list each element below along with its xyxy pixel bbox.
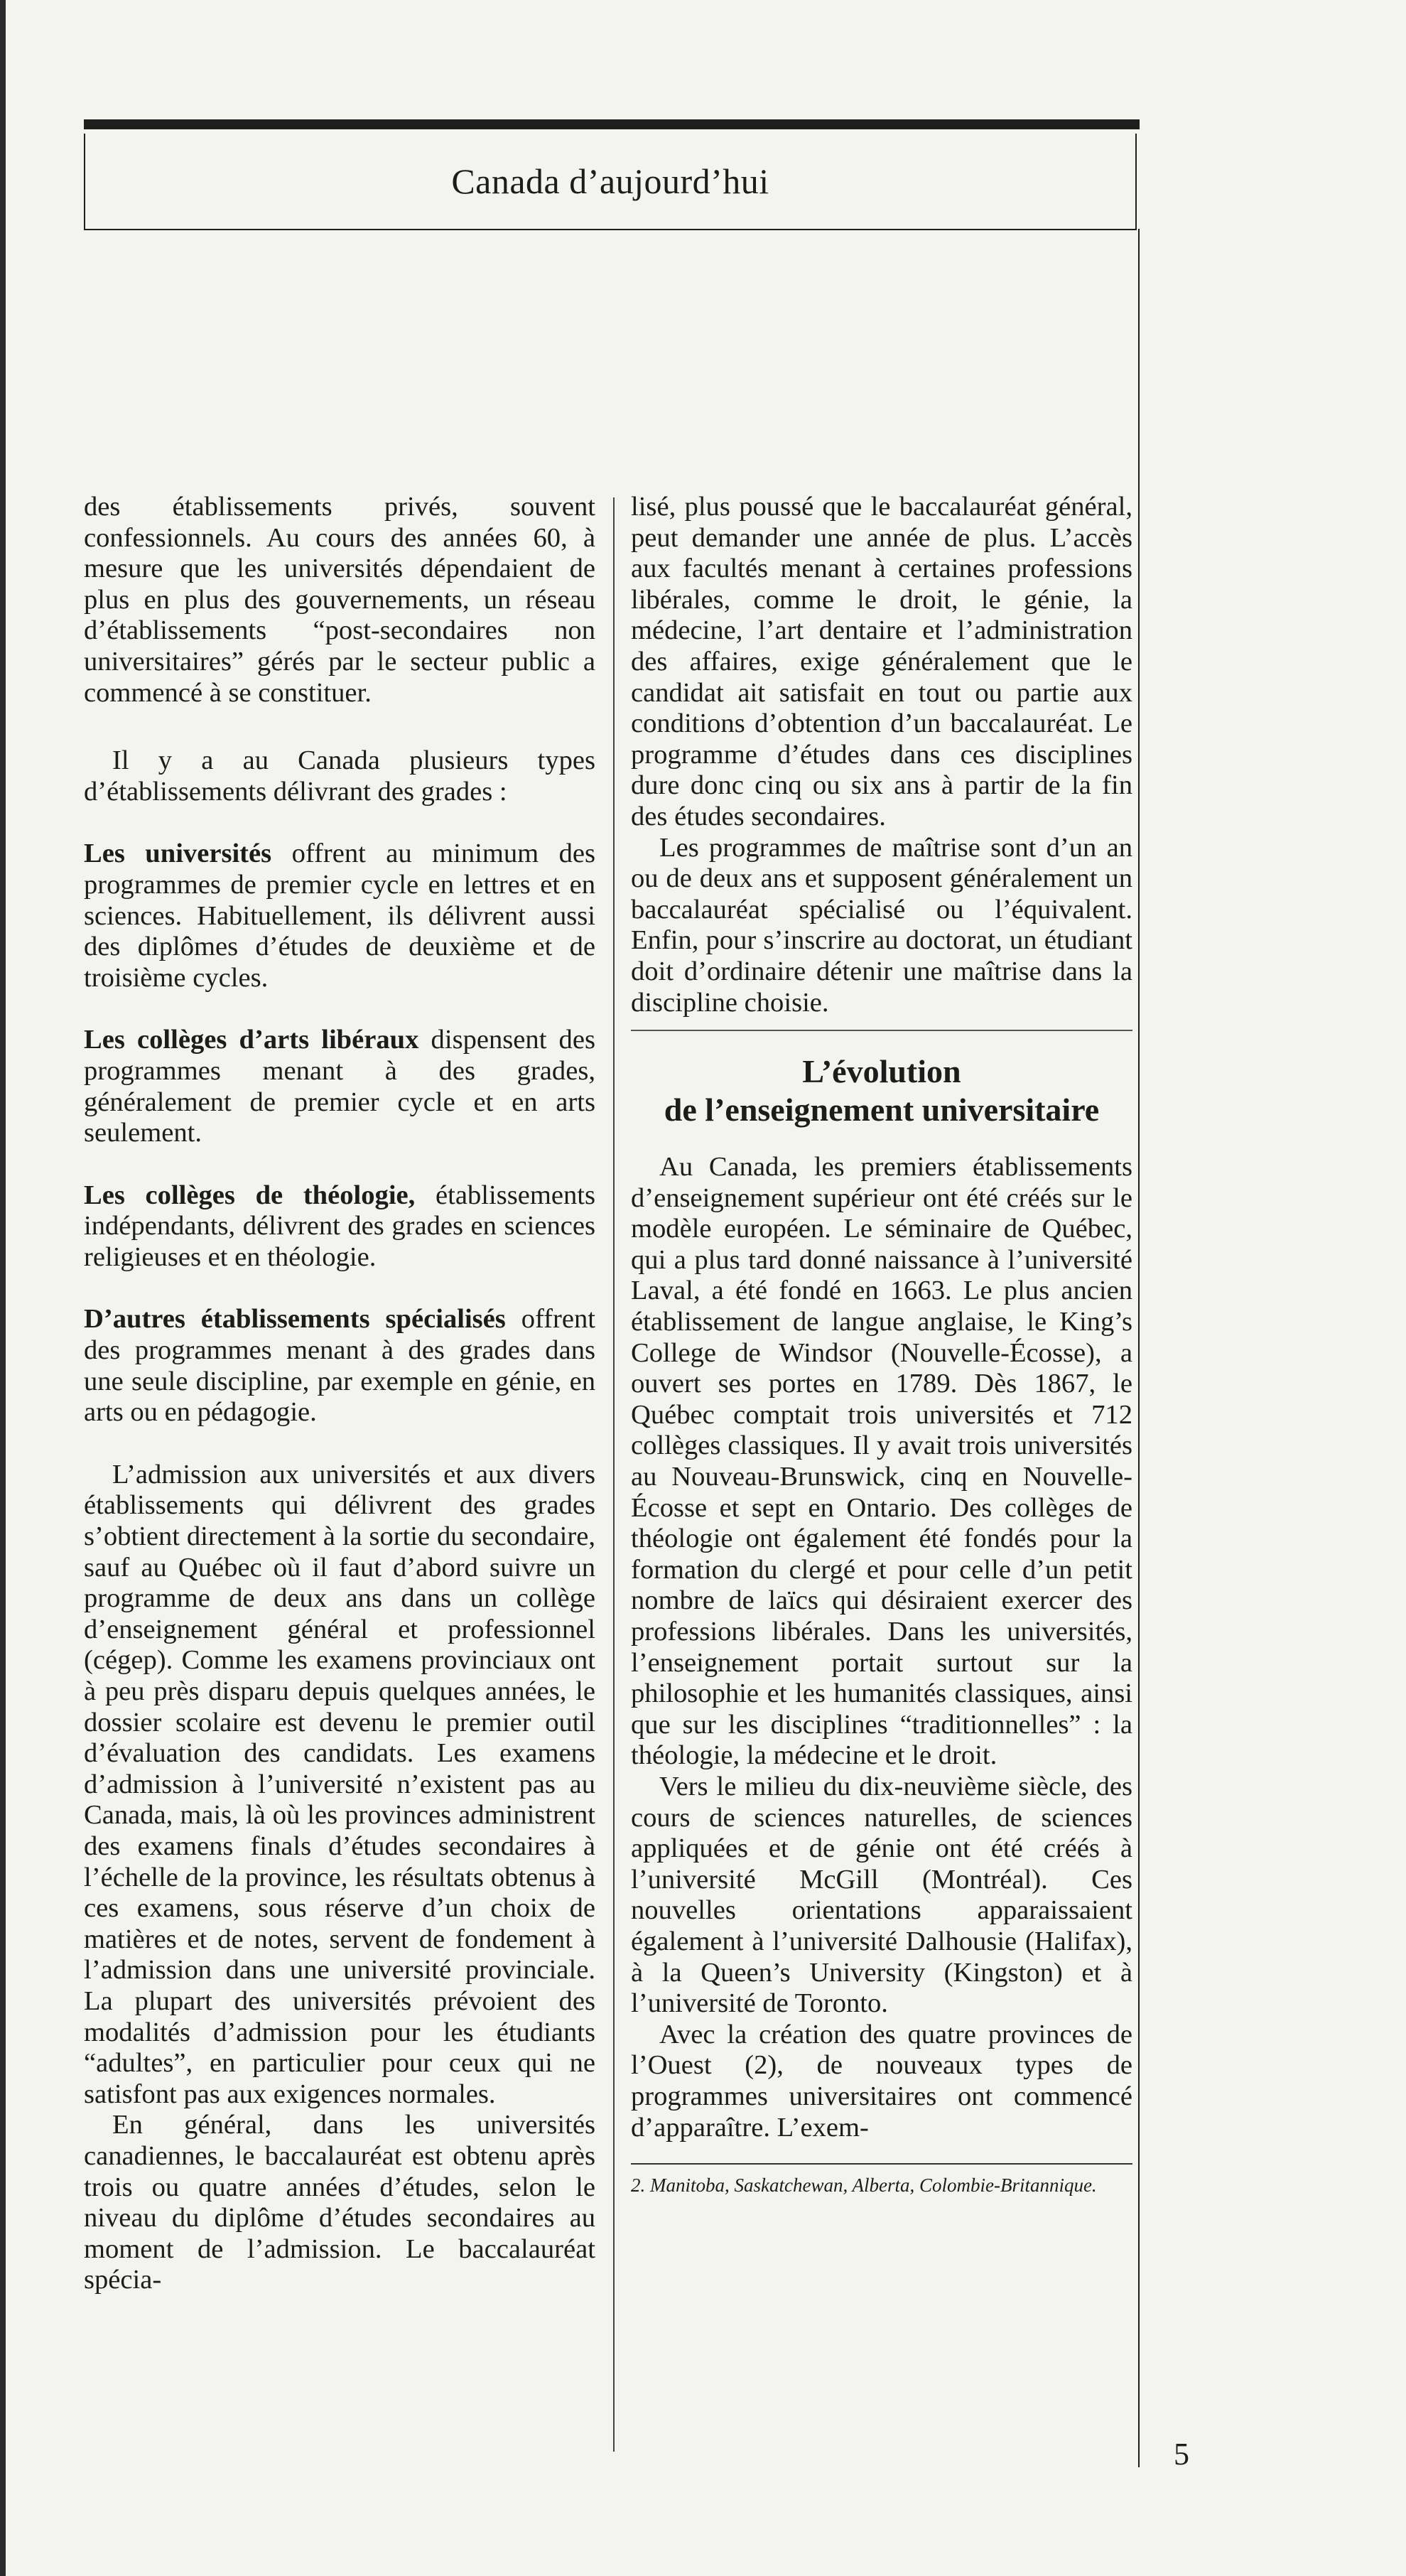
term-universites: Les universités [84, 839, 272, 869]
section-heading-line: L’évolution [802, 1053, 961, 1090]
term-colleges-theologie: Les collèges de théologie, [84, 1180, 416, 1210]
definition-universites [84, 839, 595, 993]
header-top-rule [84, 119, 1140, 129]
paragraph: Les programmes de maîtrise sont d’un an ou de deux ans et supposent généralement un baccalauréat spécialisé ou l’équivalent. Enfin, pour s’inscrire au doctorat, un étudiant doit d’ordinaire détenir une maîtrise dans la discipline choisie. [631, 832, 1132, 1018]
right-column [631, 492, 1132, 2197]
binding-edge [0, 0, 6, 2576]
definition-colleges-arts [84, 1025, 595, 1148]
section-heading-line: de l’enseignement universitaire [664, 1092, 1100, 1128]
definition-colleges-theologie [84, 1180, 595, 1273]
paragraph: L’admission aux universités et aux divers établissements qui délivrent des grades s’obtient directement à la sortie du secondaire, sauf au Québec où il faut d’abord suivre un programme de deux ans dans un collège d’enseignement général et professionnel (cégep). Comme les examens provinciaux ont à peu près disparu depuis quelques années, le dossier scolaire est devenu le premier outil d’évaluation des candidats. Les examens d’admission à l’université n’existent pas au Canada, mais, là où les provinces administrent des examens finals d’études secondaires à l’échelle de la province, les résultats obtenus à ces examens, sous réserve d’un choix de matières et de notes, servent de fondement à l’admission dans une université provinciale. La plupart des universités prévoient des modalités d’admission pour les étudiants “adultes”, en particulier pour ceux qui ne satisfont pas aux exigences normales. [84, 1459, 595, 2109]
section-heading [631, 1052, 1132, 1129]
term-colleges-arts: Les collèges d’arts libéraux [84, 1025, 419, 1055]
footnote-rule [631, 2163, 1132, 2165]
paragraph: Il y a au Canada plusieurs types d’établissements délivrant des grades : [84, 745, 595, 807]
running-header [84, 134, 1137, 230]
footnote: 2. Manitoba, Saskatchewan, Alberta, Colombie-Britannique. [631, 2174, 1097, 2197]
section-rule [631, 1030, 1132, 1031]
definition-text: offrent au minimum des programmes de premier cycle en lettres et en sciences. Habituellement, ils délivrent aussi des diplômes d’études de deuxième et de troisième cycles. [84, 839, 595, 993]
running-header-title: Canada d’aujourd’hui [451, 161, 769, 201]
definition-text: offrent des programmes menant à des grades dans une seule discipline, par exemple en génie, en arts ou en pédagogie. [84, 1304, 595, 1428]
definition-text: dispensent des programmes menant à des grades, généralement de premier cycle et en arts seulement. [84, 1025, 595, 1148]
paragraph: En général, dans les universités canadiennes, le baccalauréat est obtenu après trois ou quatre années d’études, selon le niveau du diplôme d’études secondaires au moment de l’admission. Le baccalauréat spécia- [84, 2110, 595, 2295]
column-divider [613, 497, 615, 2452]
paragraph: Au Canada, les premiers établissements d’enseignement supérieur ont été créés sur le modèle européen. Le séminaire de Québec, qui a plus tard donné naissance à l’université Laval, a été fondé en 1663. Le plus ancien établissement de langue anglaise, le King’s College de Windsor (Nouvelle-Écosse), a ouvert ses portes en 1789. Dès 1867, le Québec comptait trois universités et 712 collèges classiques. Il y avait trois universités au Nouveau-Brunswick, cinq en Nouvelle-Écosse et sept en Ontario. Des collèges de théologie ont également été fondés pour la formation du clergé et pour celle d’un petit nombre de laïcs qui désiraient exercer des professions libérales. Dans les universités, l’enseignement portait surtout sur la philosophie et les humanités classiques, ainsi que sur les disciplines “traditionnelles” : la théologie, la médecine et le droit. [631, 1152, 1132, 1771]
paragraph: lisé, plus poussé que le baccalauréat général, peut demander une année de plus. L’accès aux facultés menant à certaines professions libérales, comme le droit, le génie, la médecine, l’art dentaire et l’administration des affaires, exige généralement que le candidat ait satisfait en tout ou partie aux conditions d’obtention d’un baccalauréat. Le programme d’études dans ces disciplines dure donc cinq ou six ans à partir de la fin des études secondaires. [631, 492, 1132, 831]
term-etablissements-specialises: D’autres établissements spécialisés [84, 1304, 506, 1335]
paragraph: des établissements privés, souvent confessionnels. Au cours des années 60, à mesure que les universités dépendaient de plus en plus des gouvernements, un réseau d’établissements “post-secondaires non universitaires” gérés par le secteur public a commencé à se constituer. [84, 492, 595, 708]
definition-etablissements-specialises [84, 1304, 595, 1428]
left-column [84, 492, 595, 2296]
page-number: 5 [1174, 2437, 1189, 2472]
paragraph: Vers le milieu du dix-neuvième siècle, des cours de sciences naturelles, de sciences appliquées et de génie ont été créés à l’université McGill (Montréal). Ces nouvelles orientations apparaissaient également à l’université Dalhousie (Halifax), à la Queen’s University (Kingston) et à l’université de Toronto. [631, 1771, 1132, 2019]
definition-text: établissements indépendants, délivrent des grades en sciences religieuses et en théologie. [84, 1180, 595, 1272]
paragraph: Avec la création des quatre provinces de l’Ouest (2), de nouveaux types de programmes universitaires ont commencé d’apparaître. L’exem- [631, 2019, 1132, 2143]
